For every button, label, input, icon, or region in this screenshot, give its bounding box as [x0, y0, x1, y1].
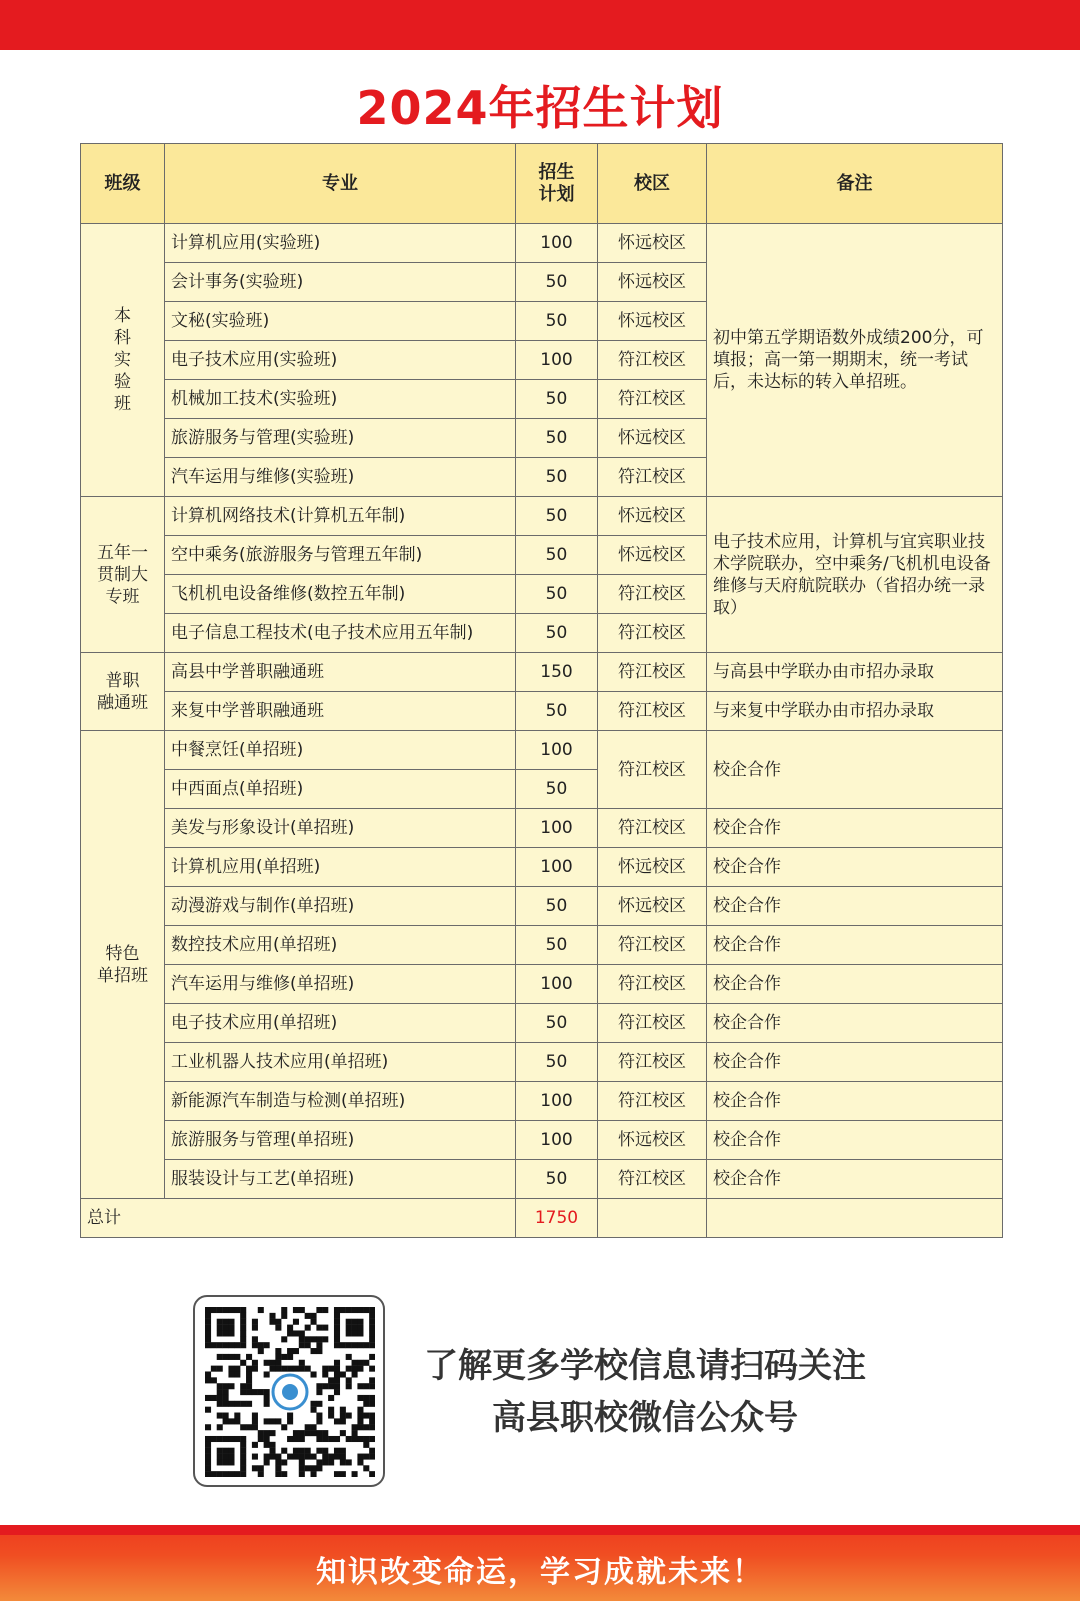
major-cell: 汽车运用与维修(实验班) — [165, 458, 516, 497]
table-row — [81, 731, 1003, 770]
note-cell: 校企合作 — [707, 1004, 1003, 1043]
note-cell: 校企合作 — [707, 848, 1003, 887]
major-cell: 工业机器人技术应用(单招班) — [165, 1043, 516, 1082]
major-cell: 汽车运用与维修(单招班) — [165, 965, 516, 1004]
major-cell: 飞机机电设备维修(数控五年制) — [165, 575, 516, 614]
campus-cell: 怀远校区 — [598, 1121, 707, 1160]
campus-cell: 符江校区 — [598, 341, 707, 380]
table-row — [81, 1004, 1003, 1043]
campus-cell: 符江校区 — [598, 1004, 707, 1043]
total-note-empty — [707, 1199, 1003, 1238]
note-cell: 校企合作 — [707, 1043, 1003, 1082]
table-row — [81, 1121, 1003, 1160]
table-row — [81, 965, 1003, 1004]
major-cell: 机械加工技术(实验班) — [165, 380, 516, 419]
plan-cell: 50 — [516, 887, 598, 926]
note-cell: 校企合作 — [707, 809, 1003, 848]
note-cell: 校企合作 — [707, 926, 1003, 965]
follow-line-1: 了解更多学校信息请扫码关注 — [424, 1346, 866, 1386]
plan-cell: 50 — [516, 419, 598, 458]
group-danzhao-label: 特色 单招班 — [81, 731, 165, 1199]
plan-cell: 100 — [516, 1121, 598, 1160]
major-cell: 旅游服务与管理(单招班) — [165, 1121, 516, 1160]
major-cell: 来复中学普职融通班 — [165, 692, 516, 731]
table-row — [81, 887, 1003, 926]
major-cell: 会计事务(实验班) — [165, 263, 516, 302]
plan-cell: 50 — [516, 302, 598, 341]
plan-cell: 50 — [516, 1160, 598, 1199]
slogan-top-strip — [0, 1525, 1080, 1535]
table-row — [81, 1043, 1003, 1082]
campus-cell: 怀远校区 — [598, 419, 707, 458]
table-header-row — [81, 144, 1003, 224]
group-shiyan-label: 本 科 实 验 班 — [81, 224, 165, 497]
major-cell: 中西面点(单招班) — [165, 770, 516, 809]
top-red-band — [0, 0, 1080, 50]
campus-cell: 怀远校区 — [598, 848, 707, 887]
group-puzhi-label: 普职 融通班 — [81, 653, 165, 731]
plan-cell: 100 — [516, 965, 598, 1004]
campus-cell: 符江校区 — [598, 458, 707, 497]
table-row — [81, 848, 1003, 887]
plan-cell: 50 — [516, 614, 598, 653]
plan-cell: 100 — [516, 224, 598, 263]
enrollment-plan-table — [80, 143, 1003, 1238]
note-gaoxian: 与高县中学联办由市招办录取 — [707, 653, 1003, 692]
table-row — [81, 497, 1003, 536]
note-cell: 校企合作 — [707, 1121, 1003, 1160]
major-cell: 电子技术应用(单招班) — [165, 1004, 516, 1043]
campus-cell: 符江校区 — [598, 1043, 707, 1082]
plan-cell: 100 — [516, 341, 598, 380]
campus-cell: 符江校区 — [598, 809, 707, 848]
plan-cell: 100 — [516, 731, 598, 770]
table-row — [81, 926, 1003, 965]
header-note: 备注 — [707, 144, 1003, 224]
total-label: 总计 — [81, 1199, 516, 1238]
note-wunian: 电子技术应用，计算机与宜宾职业技术学院联办，空中乘务/飞机机电设备维修与天府航院联办（省招办统一录取） — [707, 497, 1003, 653]
plan-cell: 100 — [516, 1082, 598, 1121]
campus-cell: 符江校区 — [598, 1082, 707, 1121]
plan-cell: 100 — [516, 809, 598, 848]
page-title: 2024年招生计划 — [356, 81, 724, 135]
plan-cell: 50 — [516, 263, 598, 302]
qr-code-icon — [205, 1307, 375, 1477]
campus-cell: 怀远校区 — [598, 224, 707, 263]
campus-cell: 符江校区 — [598, 731, 707, 809]
header-plan-line1: 招生 — [538, 161, 575, 183]
plan-cell: 50 — [516, 575, 598, 614]
major-cell: 计算机网络技术(计算机五年制) — [165, 497, 516, 536]
header-plan-line2: 计划 — [538, 183, 575, 205]
plan-cell: 100 — [516, 848, 598, 887]
major-cell: 计算机应用(单招班) — [165, 848, 516, 887]
note-cell: 校企合作 — [707, 1160, 1003, 1199]
major-cell: 高县中学普职融通班 — [165, 653, 516, 692]
note-cell: 校企合作 — [707, 731, 1003, 809]
campus-cell: 怀远校区 — [598, 887, 707, 926]
major-cell: 旅游服务与管理(实验班) — [165, 419, 516, 458]
note-laifu: 与来复中学联办由市招办录取 — [707, 692, 1003, 731]
group-wunian-label: 五年一 贯制大 专班 — [81, 497, 165, 653]
campus-cell: 符江校区 — [598, 380, 707, 419]
note-cell: 校企合作 — [707, 1082, 1003, 1121]
total-row — [81, 1199, 1003, 1238]
follow-prompt — [420, 1340, 870, 1444]
campus-cell: 怀远校区 — [598, 263, 707, 302]
plan-cell: 50 — [516, 926, 598, 965]
major-cell: 中餐烹饪(单招班) — [165, 731, 516, 770]
note-cell: 校企合作 — [707, 965, 1003, 1004]
total-value: 1750 — [516, 1199, 598, 1238]
plan-cell: 50 — [516, 1004, 598, 1043]
plan-cell: 50 — [516, 497, 598, 536]
campus-cell: 符江校区 — [598, 653, 707, 692]
major-cell: 计算机应用(实验班) — [165, 224, 516, 263]
header-campus: 校区 — [598, 144, 707, 224]
plan-cell: 50 — [516, 458, 598, 497]
table-row — [81, 1082, 1003, 1121]
major-cell: 文秘(实验班) — [165, 302, 516, 341]
table-row — [81, 1160, 1003, 1199]
table-row — [81, 653, 1003, 692]
note-shiyan: 初中第五学期语数外成绩200分，可填报；高一第一期期末，统一考试后，未达标的转入单招班。 — [707, 224, 1003, 497]
qr-code[interactable] — [193, 1295, 385, 1487]
plan-cell: 50 — [516, 536, 598, 575]
major-cell: 新能源汽车制造与检测(单招班) — [165, 1082, 516, 1121]
follow-line-2: 高县职校微信公众号 — [492, 1398, 798, 1438]
campus-cell: 符江校区 — [598, 692, 707, 731]
slogan-text: 知识改变命运，学习成就未来！ — [316, 1555, 764, 1590]
major-cell: 服装设计与工艺(单招班) — [165, 1160, 516, 1199]
table-row — [81, 692, 1003, 731]
school-logo-inner — [282, 1384, 298, 1400]
major-cell: 动漫游戏与制作(单招班) — [165, 887, 516, 926]
plan-cell: 50 — [516, 770, 598, 809]
plan-cell: 50 — [516, 692, 598, 731]
slogan-banner — [0, 1525, 1080, 1601]
plan-cell: 50 — [516, 380, 598, 419]
major-cell: 美发与形象设计(单招班) — [165, 809, 516, 848]
major-cell: 电子信息工程技术(电子技术应用五年制) — [165, 614, 516, 653]
total-campus-empty — [598, 1199, 707, 1238]
note-cell: 校企合作 — [707, 887, 1003, 926]
header-class: 班级 — [81, 144, 165, 224]
campus-cell: 符江校区 — [598, 926, 707, 965]
campus-cell: 怀远校区 — [598, 536, 707, 575]
campus-cell: 怀远校区 — [598, 302, 707, 341]
campus-cell: 符江校区 — [598, 1160, 707, 1199]
header-plan — [516, 144, 598, 224]
campus-cell: 怀远校区 — [598, 497, 707, 536]
header-major: 专业 — [165, 144, 516, 224]
campus-cell: 符江校区 — [598, 965, 707, 1004]
plan-cell: 50 — [516, 1043, 598, 1082]
table-row — [81, 224, 1003, 263]
major-cell: 电子技术应用(实验班) — [165, 341, 516, 380]
table-row — [81, 809, 1003, 848]
major-cell: 空中乘务(旅游服务与管理五年制) — [165, 536, 516, 575]
plan-cell: 150 — [516, 653, 598, 692]
campus-cell: 符江校区 — [598, 575, 707, 614]
campus-cell: 符江校区 — [598, 614, 707, 653]
major-cell: 数控技术应用(单招班) — [165, 926, 516, 965]
